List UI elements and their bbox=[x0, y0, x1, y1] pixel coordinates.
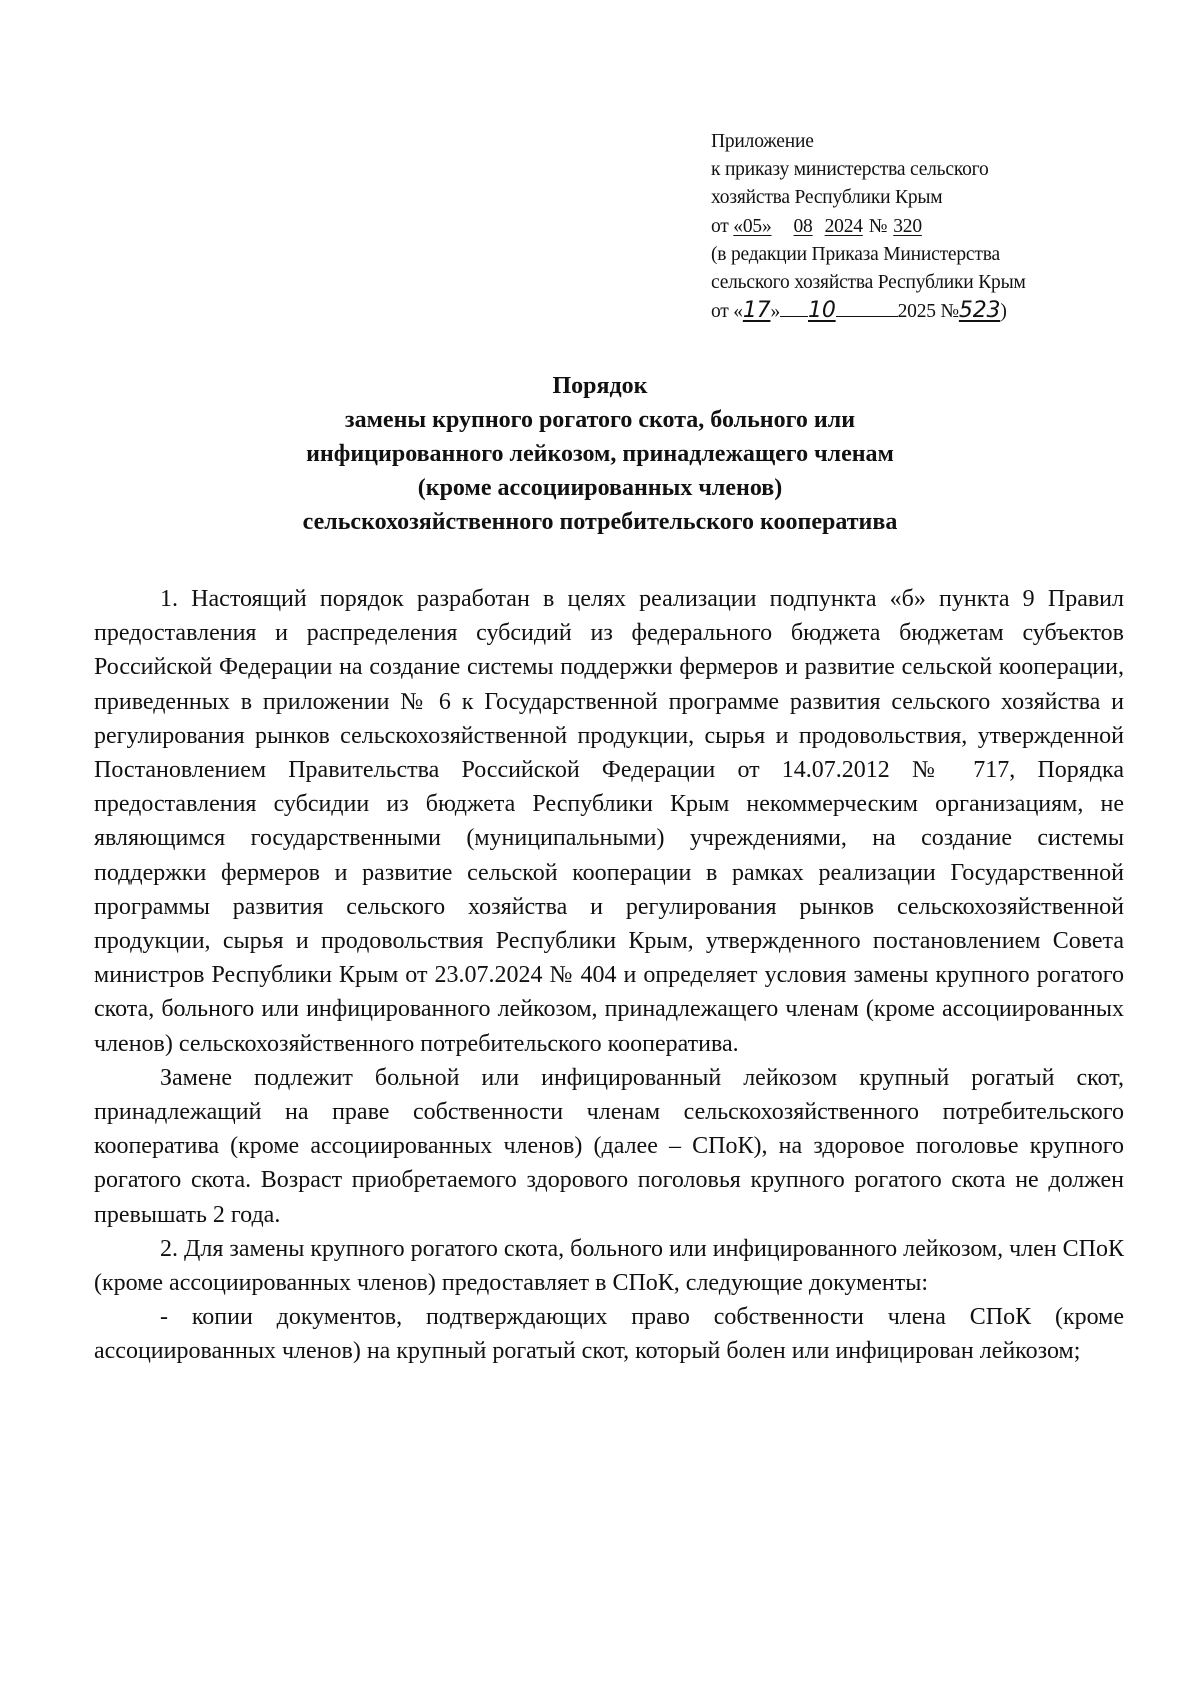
attachment-line-3: хозяйства Республики Крым bbox=[711, 187, 943, 209]
attachment-header bbox=[711, 128, 1151, 326]
handwritten-day: 17 bbox=[742, 298, 771, 324]
order-number: 320 bbox=[893, 215, 922, 237]
paragraph-3: 2. Для замены крупного рогатого скота, больного или инфицированного лейкозом, член СПоК (кроме ассоциированных членов) предоставляет в СПоК, следующие документы: bbox=[94, 1235, 1124, 1297]
order-date-day: «05» bbox=[733, 215, 772, 237]
attachment-revision-date bbox=[711, 297, 1151, 326]
document-title bbox=[100, 369, 1100, 539]
revision-date-suffix: ) bbox=[1000, 301, 1007, 323]
revision-date-mid: » bbox=[770, 301, 781, 323]
handwritten-number: 523 bbox=[958, 298, 1001, 324]
attachment-line-5: (в редакции Приказа Министерства bbox=[711, 243, 1000, 265]
attachment-line-1: Приложение bbox=[711, 131, 814, 152]
attachment-line-2: к приказу министерства сельского bbox=[711, 159, 989, 181]
revision-date-prefix: от « bbox=[711, 301, 743, 323]
title-line-3: инфицированного лейкозом, принадлежащего членам bbox=[306, 441, 894, 467]
attachment-order-date bbox=[711, 213, 1151, 241]
paragraph-1: 1. Настоящий порядок разработан в целях реализации подпункта «б» пункта 9 Правил предоставления и распределения субсидий из федерального бюджета бюджетам субъектов Российской Федерации на создание системы поддержки фермеров и развитие сельской кооперации, приведенных в приложении № 6 к Государственной программе развития сельского хозяйства и регулирования рынков сельскохозяйственной продукции, сырья и продовольствия, утвержденной Постановлением Правительства Российской Федерации от 14.07.2012 № 717, Порядка предоставления субсидии из бюджета Республики Крым некоммерческим организациям, не являющимся государственными (муниципальными) учреждениями, на создание системы поддержки фермеров и развитие сельской кооперации в рамках реализации Государственной программы развития сельского хозяйства и регулирования рынков сельскохозяйственной продукции, сырья и продовольствия Республики Крым, утвержденного постановлением Совета министров Республики Крым от 23.07.2024 № 404 и определяет условия замены крупного рогатого скота, больного или инфицированного лейкозом, принадлежащего членам (кроме ассоциированных членов) сельскохозяйственного потребительского кооператива. bbox=[94, 586, 1124, 1057]
title-line-5: сельскохозяйственного потребительского кооператива bbox=[302, 509, 898, 535]
title-line-2: замены крупного рогатого скота, больного или bbox=[344, 407, 856, 433]
paragraph-2: Замене подлежит больной или инфицированный лейкозом крупный рогатый скот, принадлежащий на праве собственности членам сельскохозяйственного потребительского кооператива (кроме ассоциированных членов) (далее – СПоК), на здоровое поголовье крупного рогатого скота. Возраст приобретаемого здорового поголовья крупного рогатого скота не должен превышать 2 года. bbox=[94, 1064, 1124, 1228]
order-number-label: № bbox=[868, 215, 888, 237]
attachment-line-6: сельского хозяйства Республики Крым bbox=[711, 272, 1026, 294]
title-line-4: (кроме ассоциированных членов) bbox=[417, 475, 783, 501]
revision-date-year: 2025 № bbox=[897, 301, 959, 323]
order-date-prefix: от bbox=[711, 215, 734, 237]
document-body bbox=[94, 582, 1124, 1369]
handwritten-month: 10 bbox=[808, 298, 836, 324]
order-date-year: 2024 bbox=[824, 215, 863, 237]
title-line-1: Порядок bbox=[552, 373, 648, 399]
order-date-month: 08 bbox=[793, 215, 813, 237]
paragraph-4: - копии документов, подтверждающих право собственности члена СПоК (кроме ассоциированных членов) на крупный рогатый скот, который болен или инфицирован лейкозом; bbox=[94, 1304, 1124, 1365]
